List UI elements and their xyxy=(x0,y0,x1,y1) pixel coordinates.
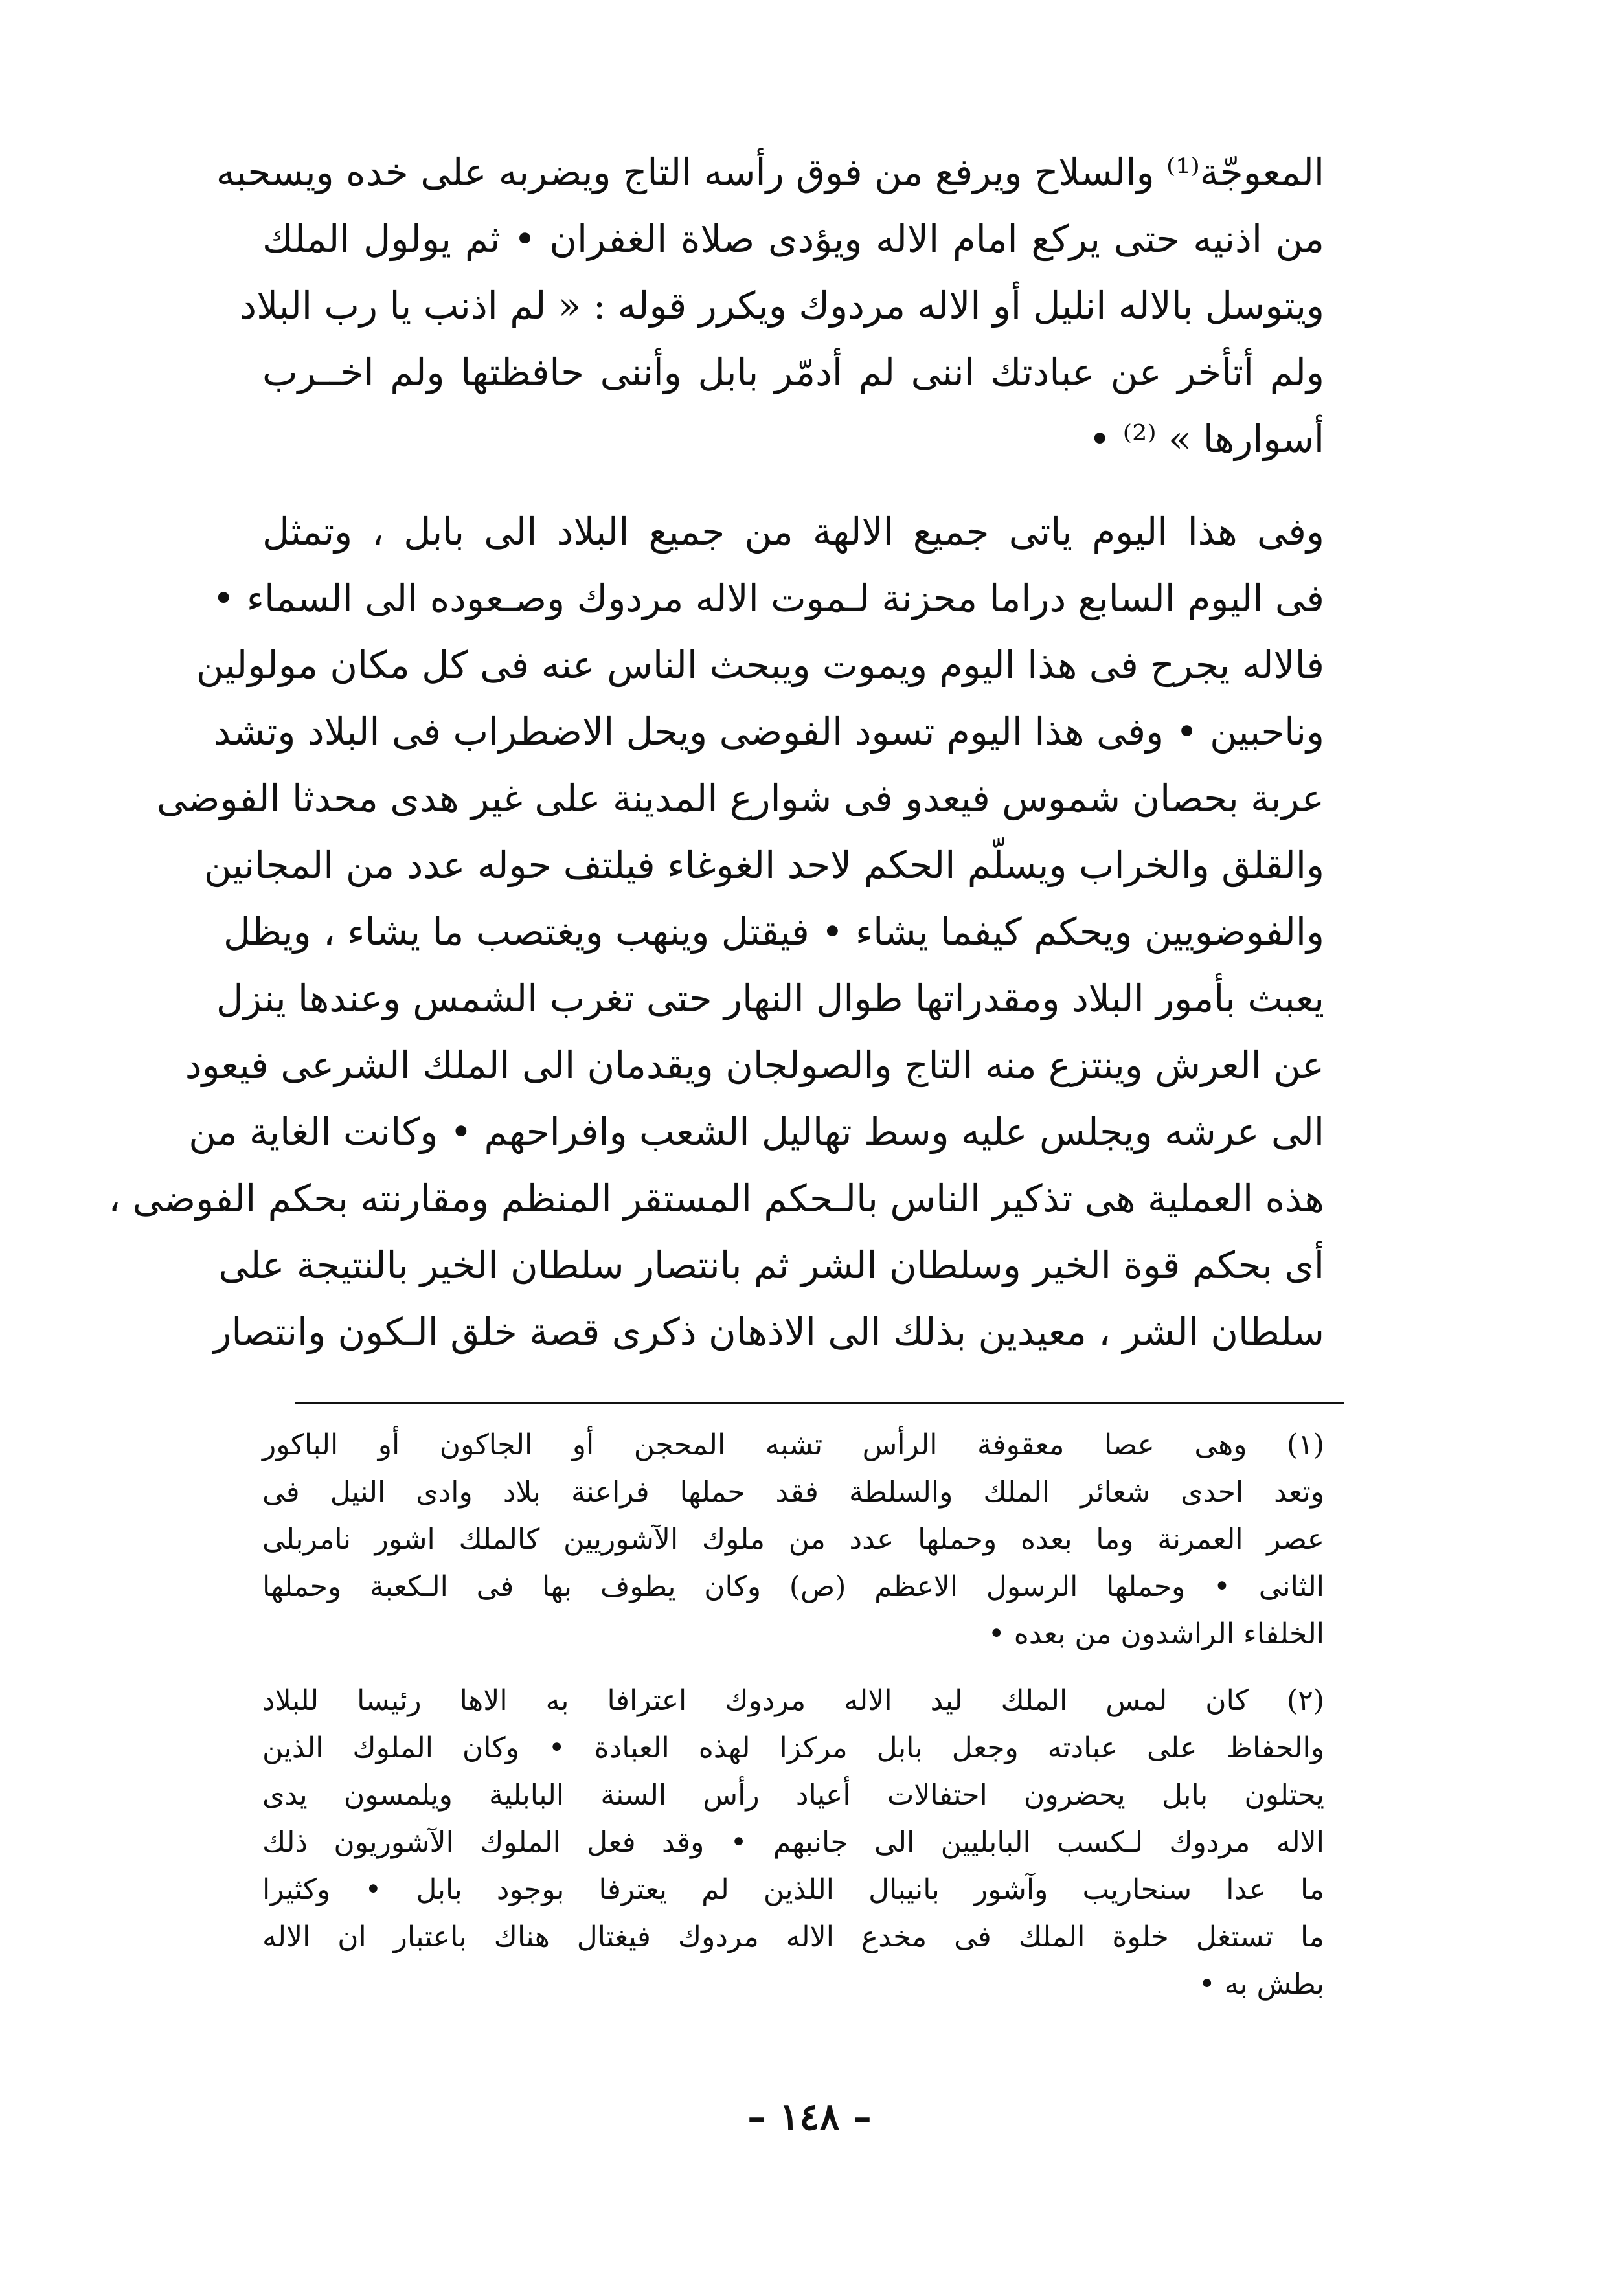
text-line: سلطان الشر ، معيدين بذلك الى الاذهان ذكرى قصة خلق الـكون وانتصار xyxy=(213,1310,1324,1354)
main-text-body xyxy=(108,139,1324,1366)
footnote-1 xyxy=(262,1421,1324,1658)
footnote-line: (١) وهى عصا معقوفة الرأس تشبه المحجن أو الجاكون أو الباكور xyxy=(262,1428,1324,1461)
footnote-line: بطش به • xyxy=(1198,1968,1324,2001)
footnote-line: (٢) كان لمس الملك ليد الاله مردوك اعترافا به الاها رئيسا للبلاد xyxy=(262,1684,1324,1717)
footnote-line: الخلفاء الراشدون من بعده • xyxy=(988,1617,1324,1650)
text-line: المعوجّة⁽¹⁾ والسلاح ويرفع من فوق رأسه التاج ويضربه على خده ويسحبه xyxy=(216,150,1324,194)
footnotes xyxy=(262,1421,1324,2008)
footnote-line: يحتلون بابل يحضرون احتفالات أعياد رأس السنة البابلية ويلمسون يدى xyxy=(262,1779,1324,1812)
paragraph xyxy=(216,139,1324,473)
text-line: عن العرش وينتزع منه التاج والصولجان ويقدمان الى الملك الشرعى فيعود xyxy=(185,1043,1324,1087)
text-line: أسوارها » ⁽²⁾ • xyxy=(1089,417,1324,461)
footnote-line: وتعد احدى شعائر الملك والسلطة فقد حملها فراعنة بلاد وادى النيل فى xyxy=(262,1476,1324,1509)
footnote-line: الثانى • وحملها الرسول الاعظم (ص) وكان يطوف بها فى الـكعبة وحملها xyxy=(262,1570,1324,1603)
footnote-line: عصر العمرنة وما بعده وحملها عدد من ملوك الآشوريين كالملك اشور نامربلى xyxy=(262,1523,1324,1556)
text-line: هذه العملية هى تذكير الناس بالـحكم المستقر المنظم ومقارنته بحكم الفوضى ، xyxy=(108,1176,1324,1221)
footnote-2 xyxy=(262,1677,1324,2008)
text-line: والفوضويين ويحكم كيفما يشاء • فيقتل وينهب ويغتصب ما يشاء ، ويظل xyxy=(223,910,1324,954)
page-number: – ١٤٨ – xyxy=(747,2095,872,2139)
footnote-divider xyxy=(295,1402,1344,1404)
text-line: الى عرشه ويجلس عليه وسط تهاليل الشعب وافراحهم • وكانت الغاية من xyxy=(188,1110,1324,1154)
text-line: فالاله يجرح فى هذا اليوم ويموت ويبحث الناس عنه فى كل مكان مولولين xyxy=(196,643,1324,687)
paragraph xyxy=(108,499,1324,1366)
text-line: ولم أتأخر عن عبادتك اننى لم أدمّر بابل وأننى حافظتها ولم اخــرب xyxy=(262,350,1324,394)
text-line: فى اليوم السابع دراما محزنة لـموت الاله مردوك وصـعوده الى السماء • xyxy=(212,576,1324,620)
footnote-line: الاله مردوك لـكسب البابليين الى جانبهم • وقد فعل الملوك الآشوريون ذلك xyxy=(262,1826,1324,1859)
text-line: ويتوسل بالاله انليل أو الاله مردوك ويكرر قوله : « لم اذنب يا رب البلاد xyxy=(240,284,1324,328)
footnote-line: ما تستغل خلوة الملك فى مخدع الاله مردوك فيغتال هناك باعتبار ان الاله xyxy=(262,1920,1324,1953)
text-line: وناحبين • وفى هذا اليوم تسود الفوضى ويحل الاضطراب فى البلاد وتشد xyxy=(214,710,1324,754)
text-line: من اذنيه حتى يركع امام الاله ويؤدى صلاة الغفران • ثم يولول الملك xyxy=(262,217,1324,261)
text-line: يعبث بأمور البلاد ومقدراتها طوال النهار حتى تغرب الشمس وعندها ينزل xyxy=(216,976,1324,1020)
text-line: وفى هذا اليوم ياتى جميع الالهة من جميع البلاد الى بابل ، وتمثل xyxy=(262,510,1324,554)
text-line: أى بحكم قوة الخير وسلطان الشر ثم بانتصار سلطان الخير بالنتيجة على xyxy=(218,1243,1324,1287)
footnote-line: والحفاظ على عبادته وجعل بابل مركزا لهذه العبادة • وكان الملوك الذين xyxy=(262,1731,1324,1764)
text-line: والقلق والخراب ويسلّم الحكم لاحد الغوغاء فيلتف حوله عدد من المجانين xyxy=(204,843,1324,887)
text-line: عربة بحصان شموس فيعدو فى شوارع المدينة على غير هدى محدثا الفوضى xyxy=(156,776,1324,820)
footnote-line: ما عدا سنحاريب وآشور بانيبال اللذين لم يعترفا بوجود بابل • وكثيرا xyxy=(262,1873,1325,1906)
